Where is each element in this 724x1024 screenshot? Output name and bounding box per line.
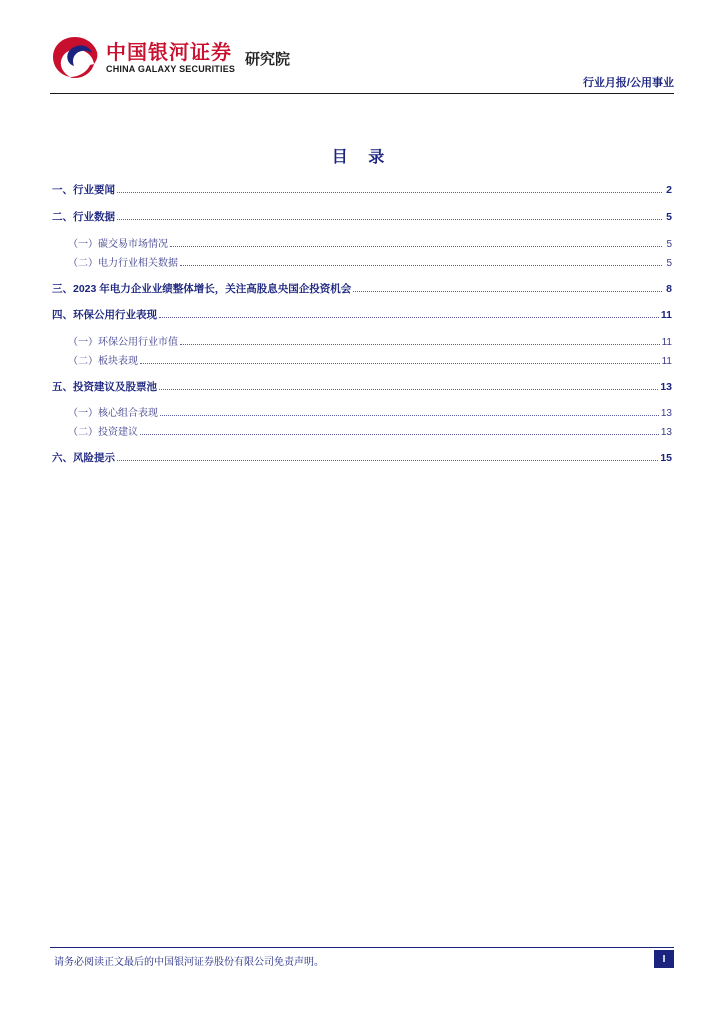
toc-entry-label: （一）碳交易市场情况 <box>68 239 168 250</box>
toc-leader-dots <box>140 425 659 435</box>
toc-leader-dots <box>117 451 658 461</box>
toc-leader-dots <box>353 282 662 292</box>
toc-entry[interactable] <box>52 450 672 466</box>
toc-entry-label: 一、行业要闻 <box>52 184 115 196</box>
toc-entry-page: 5 <box>666 258 672 269</box>
toc-entry-label: （一）核心组合表现 <box>68 408 158 419</box>
toc-entry-page: 5 <box>666 239 672 250</box>
toc-entry[interactable] <box>52 404 672 420</box>
toc-entry[interactable] <box>52 254 672 270</box>
toc-entry[interactable] <box>52 209 672 225</box>
toc-entry[interactable] <box>52 182 672 198</box>
toc-entry-label: 二、行业数据 <box>52 211 115 223</box>
brand-name-cn: 中国银河证券 <box>106 42 232 64</box>
page-header <box>50 34 674 94</box>
report-type: 行业月报/公用事业 <box>582 77 674 89</box>
toc-entry[interactable] <box>52 307 672 323</box>
toc-entry-label: 五、投资建议及股票池 <box>52 381 157 393</box>
toc-entry-label: 六、风险提示 <box>52 452 115 464</box>
toc-leader-dots <box>159 308 659 318</box>
footer-divider <box>50 947 674 948</box>
toc-entry-page: 13 <box>660 427 672 438</box>
toc-entry-label: （一）环保公用行业市值 <box>68 337 178 348</box>
toc-leader-dots <box>117 183 662 193</box>
toc-leader-dots <box>180 335 660 345</box>
toc-entry-page: 13 <box>660 408 672 419</box>
toc-leader-dots <box>180 256 662 266</box>
toc-entry-page: 5 <box>666 211 672 223</box>
toc-entry-page: 2 <box>666 184 672 196</box>
toc-entry-label: 四、环保公用行业表现 <box>52 309 157 321</box>
toc-leader-dots <box>117 210 662 220</box>
toc-entry-label: （二）投资建议 <box>68 427 138 438</box>
toc-entry-label: （二）电力行业相关数据 <box>68 258 178 269</box>
toc-entry[interactable] <box>52 281 672 297</box>
toc-entry-label: （二）板块表现 <box>68 356 138 367</box>
toc-entry[interactable] <box>52 379 672 395</box>
toc-entry[interactable] <box>52 235 672 251</box>
header-divider <box>50 93 674 94</box>
toc-entry-page: 8 <box>666 283 672 295</box>
toc-entry[interactable] <box>52 423 672 439</box>
footer-disclaimer: 请务必阅读正文最后的中国银河证券股份有限公司免责声明。 <box>54 957 324 968</box>
toc-entry-page: 11 <box>661 356 672 367</box>
toc-leader-dots <box>160 406 659 416</box>
toc-entry-page: 13 <box>660 381 672 393</box>
toc-entry-label: 三、2023 年电力企业业绩整体增长，关注高股息央国企投资机会 <box>52 283 352 295</box>
brand-name-en: CHINA GALAXY SECURITIES <box>106 64 236 74</box>
toc-leader-dots <box>140 354 660 364</box>
toc-leader-dots <box>170 237 662 247</box>
toc-title: 目 录 <box>331 149 393 166</box>
toc-entry[interactable] <box>52 352 672 368</box>
toc-entry-page: 11 <box>660 309 672 321</box>
toc-entry-page: 11 <box>661 337 672 348</box>
galaxy-logo-icon <box>50 34 100 80</box>
toc-entry-page: 15 <box>660 452 672 464</box>
toc-entry[interactable] <box>52 333 672 349</box>
toc-leader-dots <box>159 380 658 390</box>
institute-label: 研究院 <box>245 51 291 68</box>
page-number: I <box>654 950 674 968</box>
